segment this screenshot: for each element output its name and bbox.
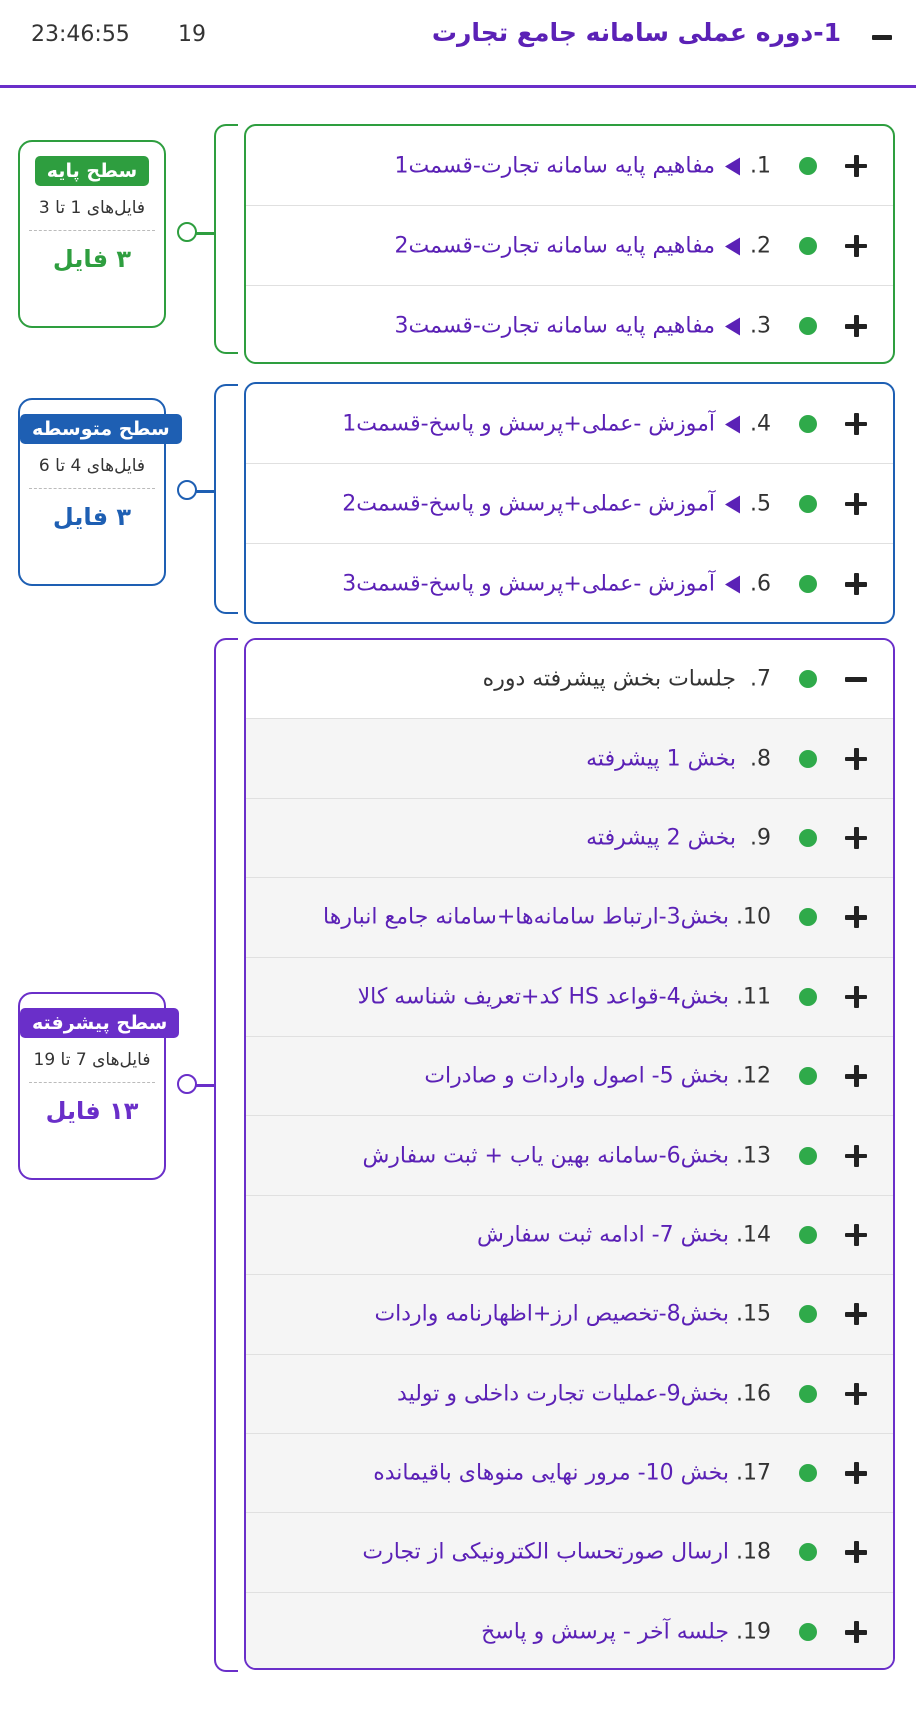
header-bar	[0, 0, 916, 88]
bracket-intermediate	[214, 384, 238, 614]
total-count: 19	[178, 22, 206, 47]
item-label[interactable]	[362, 1143, 771, 1168]
plus-icon[interactable]	[845, 1621, 867, 1643]
course-title[interactable]: 1-دوره عملی سامانه جامع تجارت	[431, 18, 841, 47]
plus-icon[interactable]	[845, 1065, 867, 1087]
item-label[interactable]	[586, 746, 771, 771]
connector-dot-basic	[177, 222, 197, 242]
item-title: آموزش -عملی+پرسش و پاسخ-قسمت2	[342, 491, 715, 516]
status-dot-icon	[799, 317, 817, 335]
bracket-basic	[214, 124, 238, 354]
item-number: 16.	[736, 1381, 771, 1407]
item-number: 17.	[736, 1460, 771, 1486]
status-dot-icon	[799, 1543, 817, 1561]
item-title: بخش 5- اصول واردات و صادرات	[424, 1063, 729, 1089]
item-label[interactable]	[342, 572, 771, 597]
item-label[interactable]	[342, 411, 771, 436]
item-title: مفاهیم پایه سامانه تجارت-قسمت2	[394, 233, 715, 258]
level-files-basic: ۳ فایل	[52, 245, 132, 273]
item-label[interactable]	[397, 1381, 771, 1406]
item-number: 10.	[736, 904, 771, 930]
play-icon	[725, 576, 740, 594]
item-number: 6.	[750, 571, 771, 597]
status-dot-icon	[799, 1147, 817, 1165]
list-item[interactable]	[246, 1037, 893, 1116]
status-dot-icon	[799, 575, 817, 593]
item-number: 2.	[750, 233, 771, 258]
item-number: 9.	[750, 825, 771, 851]
level-box-intermediate	[18, 398, 170, 586]
item-title: آموزش -عملی+پرسش و پاسخ-قسمت1	[342, 411, 715, 436]
item-label[interactable]	[374, 1302, 771, 1327]
list-item[interactable]	[246, 1513, 893, 1592]
item-number: 5.	[750, 491, 771, 516]
list-item-expanded[interactable]	[246, 640, 893, 719]
clock-time: 23:46:55	[31, 22, 130, 47]
plus-icon[interactable]	[845, 1224, 867, 1246]
list-item[interactable]	[246, 719, 893, 798]
list-item[interactable]	[246, 286, 893, 364]
plus-icon[interactable]	[845, 155, 867, 177]
item-number: 3.	[750, 313, 771, 339]
plus-icon[interactable]	[845, 573, 867, 595]
item-label[interactable]	[394, 153, 771, 178]
play-icon	[725, 415, 740, 433]
plus-icon[interactable]	[845, 906, 867, 928]
level-badge-basic: سطح پایه	[35, 156, 149, 186]
list-item[interactable]	[246, 464, 893, 544]
item-number: 15.	[736, 1301, 771, 1327]
group-advanced	[244, 638, 895, 1670]
list-item[interactable]	[246, 1196, 893, 1275]
item-label[interactable]	[394, 233, 771, 258]
list-item[interactable]	[246, 1355, 893, 1434]
item-label[interactable]	[362, 1540, 771, 1565]
item-label[interactable]	[394, 314, 771, 339]
plus-icon[interactable]	[845, 1462, 867, 1484]
plus-icon[interactable]	[845, 235, 867, 257]
plus-icon[interactable]	[845, 413, 867, 435]
collapse-course-button[interactable]	[872, 35, 892, 40]
status-dot-icon	[799, 1623, 817, 1641]
item-number: 1.	[750, 153, 771, 178]
level-files-advanced: ۱۳ فایل	[45, 1097, 139, 1125]
item-label[interactable]	[342, 491, 771, 516]
minus-icon[interactable]	[845, 668, 867, 690]
list-item[interactable]	[246, 1116, 893, 1195]
connector-dot-advanced	[177, 1074, 197, 1094]
play-icon	[725, 157, 740, 175]
item-label[interactable]	[477, 1222, 771, 1247]
item-title: بخش8-تخصیص ارز+اظهارنامه واردات	[374, 1301, 729, 1327]
list-item[interactable]	[246, 1593, 893, 1670]
level-box-advanced	[18, 992, 166, 1180]
item-title: بخش 10- مرور نهایی منوهای باقیمانده	[373, 1460, 729, 1486]
level-box-basic	[18, 140, 166, 328]
level-range-advanced: فایل‌های 7 تا 19	[29, 1050, 155, 1083]
plus-icon[interactable]	[845, 493, 867, 515]
item-label[interactable]	[586, 825, 771, 850]
item-title: مفاهیم پایه سامانه تجارت-قسمت3	[394, 313, 715, 339]
plus-icon[interactable]	[845, 986, 867, 1008]
plus-icon[interactable]	[845, 1383, 867, 1405]
item-title: بخش4-قواعد HS کد+تعریف شناسه کالا	[357, 984, 729, 1010]
plus-icon[interactable]	[845, 748, 867, 770]
item-title: بخش9-عملیات تجارت داخلی و تولید	[397, 1381, 729, 1407]
level-range-intermediate: فایل‌های 4 تا 6	[29, 456, 155, 489]
item-label[interactable]	[481, 1620, 771, 1645]
group-intermediate	[244, 382, 895, 624]
list-item[interactable]	[246, 878, 893, 957]
item-label[interactable]	[483, 667, 771, 692]
item-title: بخش 7- ادامه ثبت سفارش	[476, 1222, 729, 1248]
level-badge-intermediate: سطح متوسطه	[20, 414, 182, 444]
list-item[interactable]	[246, 1434, 893, 1513]
level-files-intermediate: ۳ فایل	[52, 503, 132, 531]
connector-line-basic	[196, 232, 216, 235]
plus-icon[interactable]	[845, 1303, 867, 1325]
item-label[interactable]	[323, 905, 771, 930]
item-title: مفاهیم پایه سامانه تجارت-قسمت1	[394, 153, 715, 178]
list-item[interactable]	[246, 1275, 893, 1354]
status-dot-icon	[799, 988, 817, 1006]
item-number: 19.	[736, 1619, 771, 1645]
item-number: 7.	[750, 666, 771, 692]
item-title: آموزش -عملی+پرسش و پاسخ-قسمت3	[342, 571, 715, 597]
item-number: 14.	[736, 1222, 771, 1248]
status-dot-icon	[799, 908, 817, 926]
item-label[interactable]	[373, 1461, 771, 1486]
item-title: ارسال صورتحساب الکترونیکی از تجارت	[362, 1539, 729, 1565]
play-icon	[725, 318, 740, 336]
item-number: 12.	[736, 1063, 771, 1089]
status-dot-icon	[799, 670, 817, 688]
connector-line-advanced	[196, 1084, 216, 1087]
plus-icon[interactable]	[845, 315, 867, 337]
level-range-basic: فایل‌های 1 تا 3	[29, 198, 155, 231]
list-item[interactable]	[246, 544, 893, 624]
bracket-advanced	[214, 638, 238, 1672]
play-icon	[725, 495, 740, 513]
status-dot-icon	[799, 1385, 817, 1403]
status-dot-icon	[799, 829, 817, 847]
item-title: جلسات بخش پیشرفته دوره	[482, 666, 736, 692]
list-item[interactable]	[246, 958, 893, 1037]
connector-line-intermediate	[196, 490, 216, 493]
item-number: 18.	[736, 1539, 771, 1565]
item-title: بخش6-سامانه بهین یاب + ثبت سفارش	[362, 1143, 729, 1169]
item-title: بخش 2 پیشرفته	[586, 825, 736, 851]
status-dot-icon	[799, 1226, 817, 1244]
status-dot-icon	[799, 1464, 817, 1482]
item-number: 13.	[736, 1143, 771, 1169]
list-item[interactable]	[246, 384, 893, 464]
group-basic	[244, 124, 895, 364]
status-dot-icon	[799, 1067, 817, 1085]
item-number: 4.	[750, 411, 771, 436]
status-dot-icon	[799, 157, 817, 175]
play-icon	[725, 237, 740, 255]
item-title: بخش 1 پیشرفته	[586, 746, 736, 772]
level-badge-advanced: سطح پیشرفته	[20, 1008, 179, 1038]
item-number: 8.	[750, 746, 771, 772]
list-item[interactable]	[246, 126, 893, 206]
connector-dot-intermediate	[177, 480, 197, 500]
list-item[interactable]	[246, 206, 893, 286]
status-dot-icon	[799, 237, 817, 255]
item-label[interactable]	[358, 984, 771, 1009]
item-label[interactable]	[424, 1064, 771, 1089]
list-item[interactable]	[246, 799, 893, 878]
item-title: جلسه آخر - پرسش و پاسخ	[481, 1619, 729, 1645]
status-dot-icon	[799, 415, 817, 433]
plus-icon[interactable]	[845, 1145, 867, 1167]
status-dot-icon	[799, 750, 817, 768]
plus-icon[interactable]	[845, 827, 867, 849]
item-number: 11.	[736, 984, 771, 1010]
status-dot-icon	[799, 1305, 817, 1323]
item-title: بخش3-ارتباط سامانه‌ها+سامانه جامع انبارها	[323, 904, 729, 930]
plus-icon[interactable]	[845, 1541, 867, 1563]
status-dot-icon	[799, 495, 817, 513]
